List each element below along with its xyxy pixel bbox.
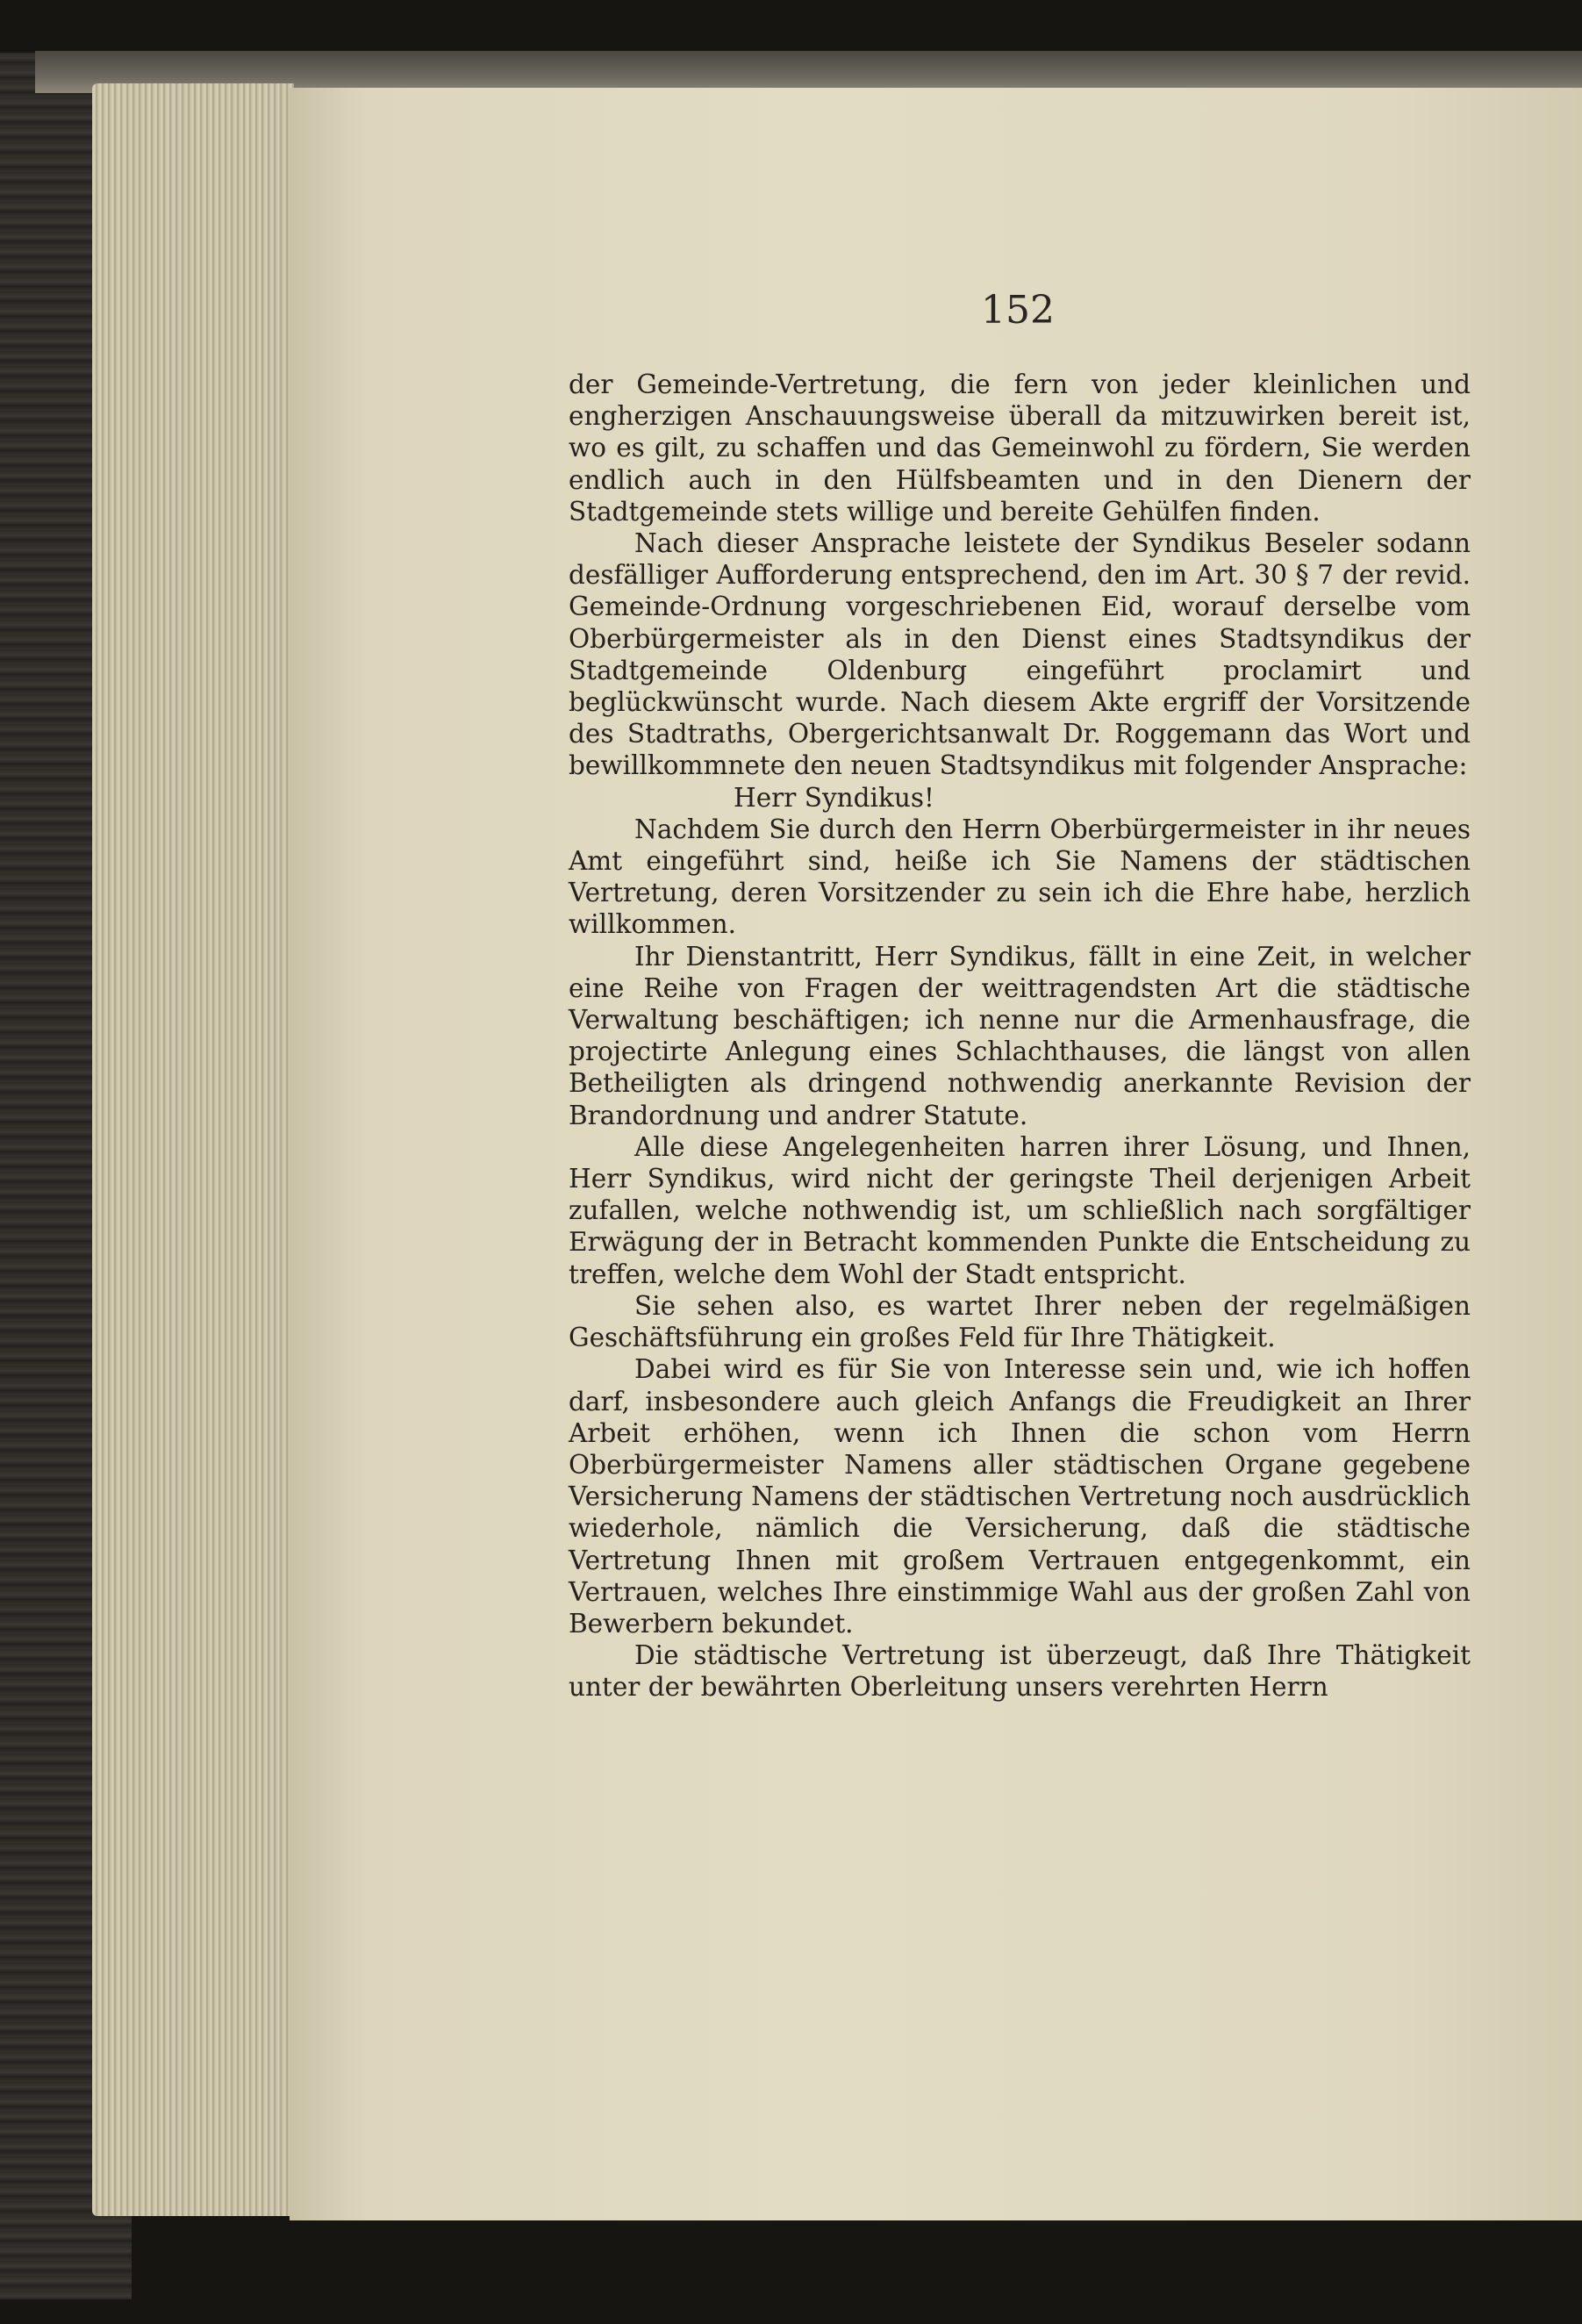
paragraph: Die städtische Vertretung ist überzeugt, daß Ihre Thätigkeit unter der bewährten Oberleitung unsers verehrten Herrn xyxy=(569,1640,1471,1703)
paragraph: Nachdem Sie durch den Herrn Oberbürgermeister in ihr neues Amt eingeführt sind, heiße ich Sie Namens der städtischen Vertretung, deren Vorsitzender zu sein ich die Ehre habe, herzlich willkommen. xyxy=(569,814,1471,940)
paragraph: Nach dieser Ansprache leistete der Syndikus Beseler sodann desfälliger Aufforderung entsprechend, den im Art. 30 § 7 der revid. Gemeinde-Ordnung vorgeschriebenen Eid, worauf derselbe vom Oberbürgermeister als in den Dienst eines Stadtsyndikus der Stadtgemeinde Oldenburg eingeführt proclamirt und beglückwünscht wurde. Nach diesem Akte ergriff der Vorsitzende des Stadtraths, Obergerichtsanwalt Dr. Roggemann das Wort und bewillkommnete den neuen Stadtsyndikus mit folgender Ansprache: xyxy=(569,528,1471,781)
paragraph: Dabei wird es für Sie von Interesse sein und, wie ich hoffen darf, insbesondere auch gleich Anfangs die Freudigkeit an Ihrer Arbeit erhöhen, wenn ich Ihnen die schon vom Herrn Oberbürgermeister Namens aller städtischen Organe gegebene Versicherung Namens der städtischen Vertretung noch ausdrücklich wiederhole, nämlich die Versicherung, daß die städtische Vertretung Ihnen mit großem Vertrauen entgegenkommt, ein Vertrauen, welches Ihre einstimmige Wahl aus der großen Zahl von Bewerbern bekundet. xyxy=(569,1354,1471,1639)
paragraph: Alle diese Angelegenheiten harren ihrer Lösung, und Ihnen, Herr Syndikus, wird nicht der geringste Theil derjenigen Arbeit zufallen, welche nothwendig ist, um schließlich nach sorgfältiger Erwägung der in Betracht kommenden Punkte die Entscheidung zu treffen, welche dem Wohl der Stadt entspricht. xyxy=(569,1131,1471,1289)
paragraph: Ihr Dienstantritt, Herr Syndikus, fällt in eine Zeit, in welcher eine Reihe von Fragen der weittragendsten Art die städtische Verwaltung beschäftigen; ich nenne nur die Armenhausfrage, die projectirte Anlegung eines Schlachthauses, die längst von allen Betheiligten als dringend nothwendig anerkannte Revision der Brandordnung und andrer Statute. xyxy=(569,941,1471,1130)
salutation: Herr Syndikus! xyxy=(734,782,934,813)
body-text xyxy=(569,369,1471,1704)
page-edges xyxy=(92,83,294,2216)
page-number: 152 xyxy=(981,288,1055,333)
paragraph: Sie sehen also, es wartet Ihrer neben der regelmäßigen Geschäftsführung ein großes Feld für Ihre Thätigkeit. xyxy=(569,1290,1471,1353)
paragraph: der Gemeinde-Vertretung, die fern von jeder kleinlichen und engherzigen Anschauungsweise überall da mitzuwirken bereit ist, wo es gilt, zu schaffen und das Gemeinwohl zu fördern, Sie werden endlich auch in den Hülfsbeamten und in den Dienern der Stadtgemeinde stets willige und bereite Gehülfen finden. xyxy=(569,369,1471,527)
